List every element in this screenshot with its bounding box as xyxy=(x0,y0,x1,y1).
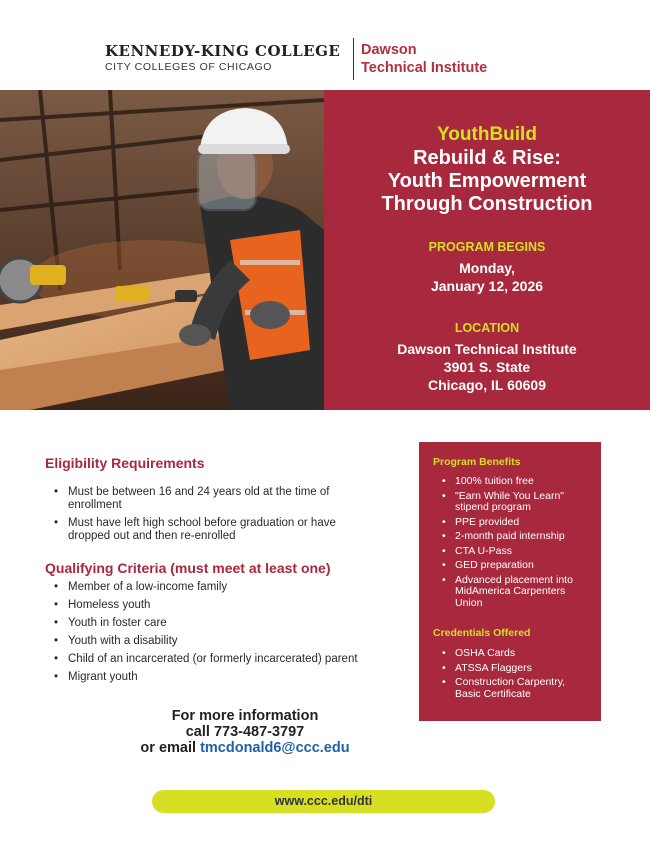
location-address xyxy=(324,340,650,394)
list-item: • Must have left high school before graduation or have dropped out and then re-enrolled xyxy=(52,517,336,543)
benefits-heading: Program Benefits xyxy=(433,456,521,468)
contact-phone[interactable]: call 773-487-3797 xyxy=(185,724,305,740)
benefits-sidebar xyxy=(419,442,601,721)
headline-line: Through Construction xyxy=(381,193,593,215)
credentials-list xyxy=(442,648,592,703)
list-item: • "Earn While You Learn" stipend program xyxy=(442,491,592,514)
list-item: • Migrant youth xyxy=(52,671,358,684)
program-name: YouthBuild xyxy=(437,124,537,145)
date-line: January 12, 2026 xyxy=(430,278,544,294)
headline xyxy=(324,147,650,216)
program-info-panel xyxy=(324,90,650,410)
college-name: KENNEDY-KING COLLEGE xyxy=(105,42,341,60)
institute-name-line1: Dawson xyxy=(361,42,417,58)
program-begins-label: PROGRAM BEGINS xyxy=(428,240,546,254)
list-item: • Must be between 16 and 24 years old at the time of enrollment xyxy=(52,486,336,512)
list-item: • Advanced placement into MidAmerica Carpenters Union xyxy=(442,575,592,610)
list-item: • Homeless youth xyxy=(52,599,358,612)
list-item: • Member of a low-income family xyxy=(52,581,358,594)
list-item: • Youth with a disability xyxy=(52,635,358,648)
headline-line: Youth Empowerment xyxy=(387,170,587,192)
credentials-heading: Credentials Offered xyxy=(433,627,531,639)
address-line: Chicago, IL 60609 xyxy=(427,377,546,393)
photo-illustration xyxy=(0,90,324,410)
institute-name-line2: Technical Institute xyxy=(361,60,488,76)
criteria-heading: Qualifying Criteria (must meet at least one) xyxy=(45,560,331,576)
list-item: • Child of an incarcerated (or formerly incarcerated) parent xyxy=(52,653,358,666)
location-label: LOCATION xyxy=(454,321,520,335)
list-item: • 2-month paid internship xyxy=(442,531,592,543)
list-item: • Construction Carpentry, Basic Certificate xyxy=(442,677,592,700)
contact-info xyxy=(110,708,380,756)
headline-line: Rebuild & Rise: xyxy=(413,147,561,169)
list-item: • CTA U-Pass xyxy=(442,546,592,558)
list-item: • PPE provided xyxy=(442,517,592,529)
criteria-list xyxy=(52,581,358,684)
list-item: • Youth in foster care xyxy=(52,617,358,630)
list-item: • ATSSA Flaggers xyxy=(442,663,592,675)
hero-banner xyxy=(0,90,650,410)
list-item: • 100% tuition free xyxy=(442,476,592,488)
eligibility-heading: Eligibility Requirements xyxy=(45,455,205,471)
dawson-logo xyxy=(361,41,487,77)
contact-line: For more information xyxy=(171,708,319,724)
contact-email-line: or email tmcdonald6@ccc.edu xyxy=(140,740,350,756)
logo-divider xyxy=(353,38,354,80)
kennedy-king-logo xyxy=(105,42,340,73)
college-subtitle: CITY COLLEGES OF CHICAGO xyxy=(105,61,273,73)
website-link[interactable]: www.ccc.edu/dti xyxy=(152,790,495,813)
address-line: 3901 S. State xyxy=(443,359,531,375)
address-line: Dawson Technical Institute xyxy=(397,341,577,357)
list-item: • OSHA Cards xyxy=(442,648,592,660)
benefits-list xyxy=(442,476,592,612)
eligibility-list xyxy=(52,486,336,543)
date-line: Monday, xyxy=(459,260,515,276)
program-begins-date xyxy=(324,259,650,295)
email-link[interactable]: tmcdonald6@ccc.edu xyxy=(200,740,350,756)
construction-worker-photo xyxy=(0,90,324,410)
list-item: • GED preparation xyxy=(442,560,592,572)
